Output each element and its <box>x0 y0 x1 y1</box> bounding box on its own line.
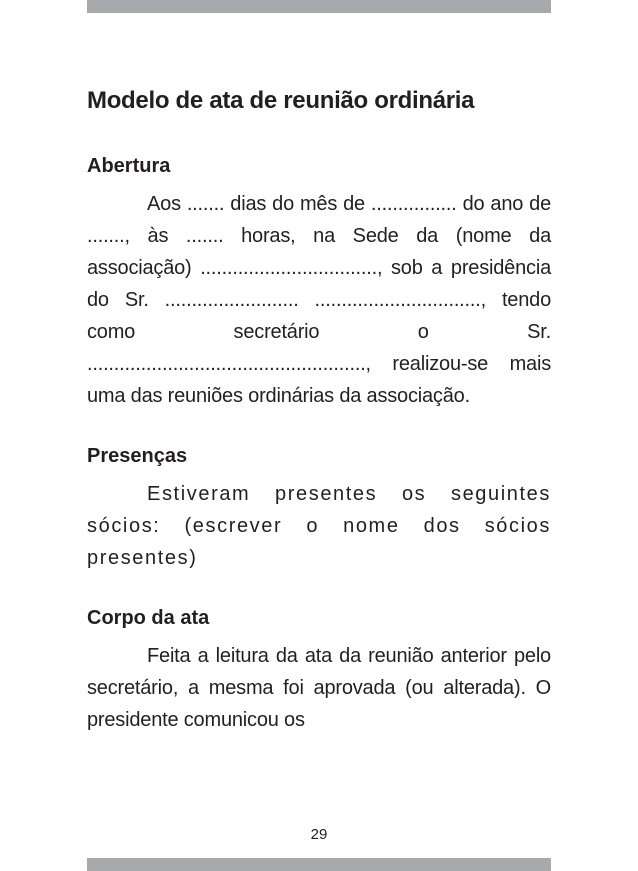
bottom-decorative-bar <box>87 858 551 871</box>
document-title: Modelo de ata de reunião ordinária <box>87 87 475 114</box>
top-decorative-bar <box>87 0 551 13</box>
section-heading-presencas: Presenças <box>87 445 188 467</box>
section-heading-corpo-da-ata: Corpo da ata <box>87 607 210 629</box>
page-content <box>87 84 551 736</box>
section-text-corpo-da-ata: Feita a leitura da ata da reunião anterior pelo secretário, a mesma foi aprovada (ou alterada). O presidente comunicou os <box>87 645 551 731</box>
section-text-presencas: Estiveram presentes os seguintes sócios: (escrever o nome dos sócios presentes) <box>87 483 551 569</box>
section-text-abertura: Aos ....... dias do mês de ................ do ano de ......., às ....... horas, na Sede da (nome da associação) ................................., sob a presidência do Sr. ......................... ..............................., tendo como secretário o Sr. ...................................................., realizou-se mais uma das reuniões ordinárias da associação. <box>87 193 551 407</box>
page-number: 29 <box>310 826 328 843</box>
section-heading-abertura: Abertura <box>87 155 171 177</box>
